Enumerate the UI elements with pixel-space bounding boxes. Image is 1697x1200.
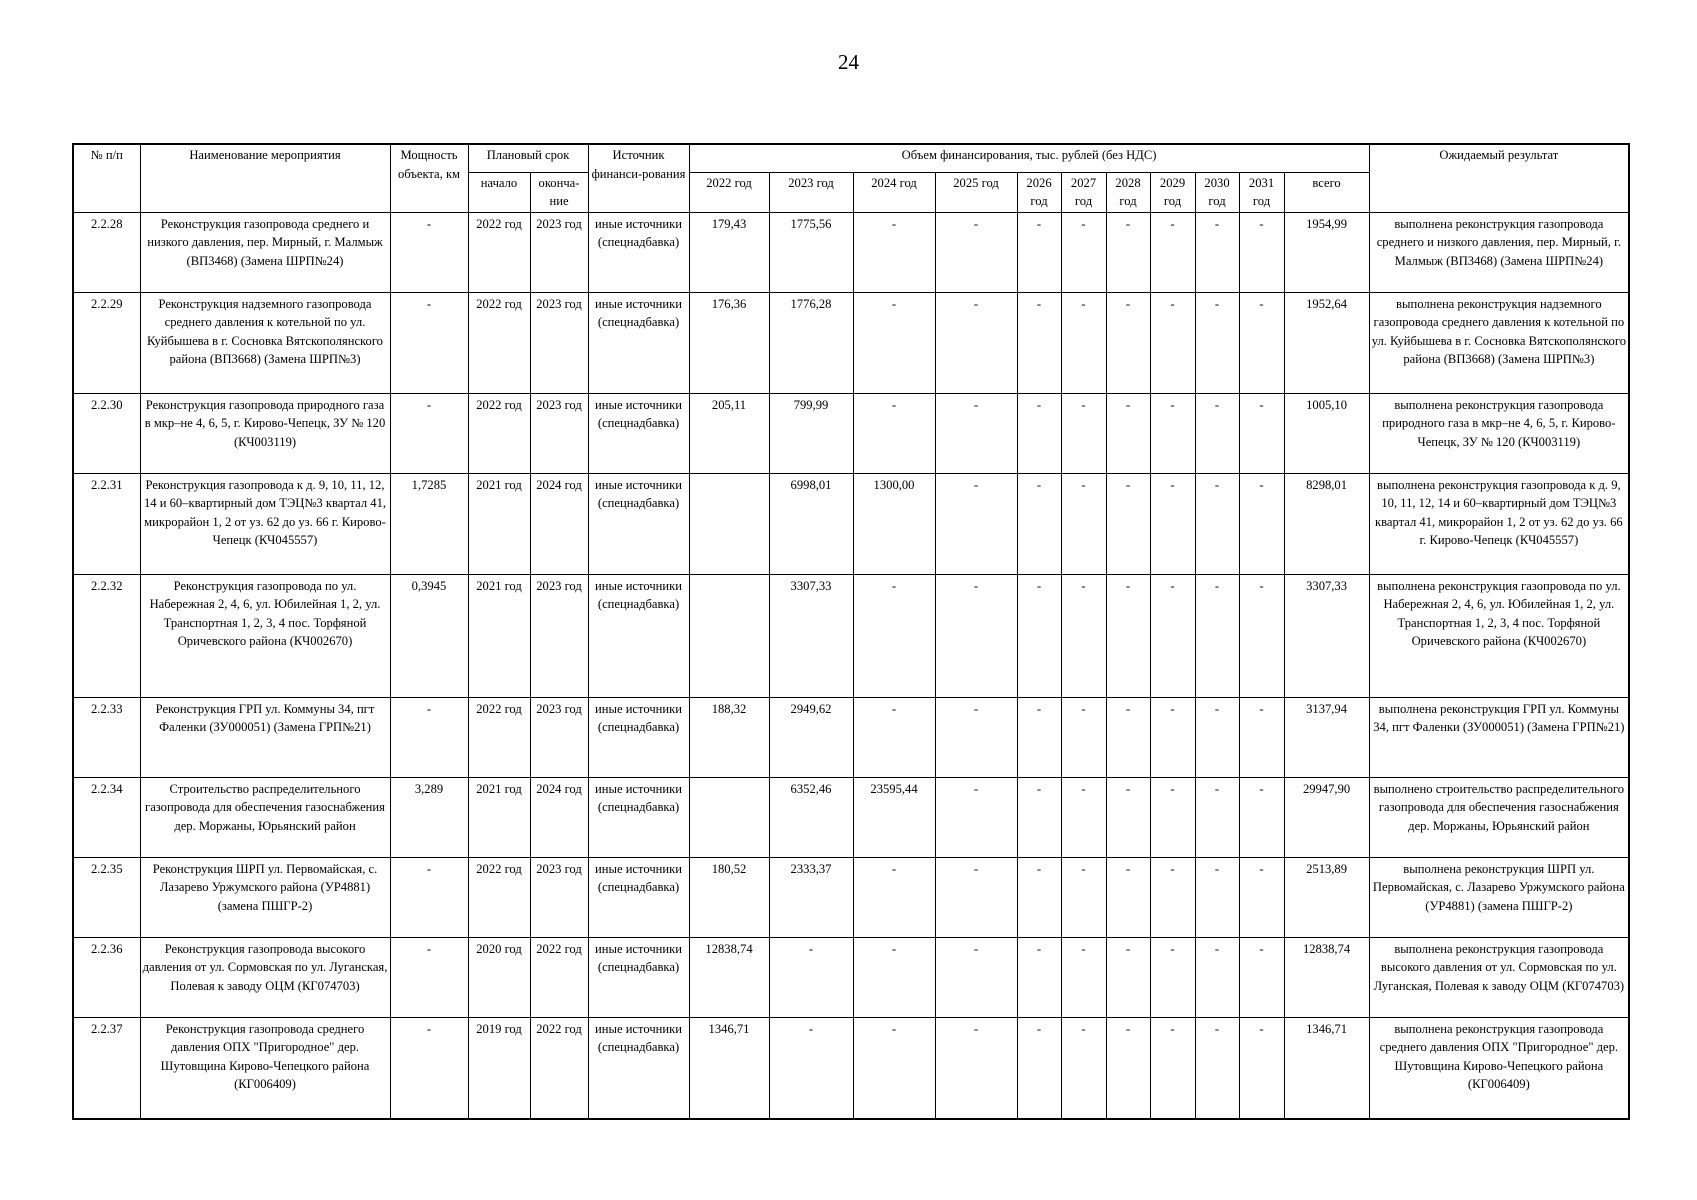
header-year: 2030 год bbox=[1195, 172, 1239, 212]
header-term: Плановый срок bbox=[468, 144, 588, 172]
row-capacity: - bbox=[390, 212, 468, 292]
row-year-value: 205,11 bbox=[689, 393, 769, 473]
row-year-value: - bbox=[1017, 393, 1061, 473]
row-number: 2.2.37 bbox=[73, 1017, 140, 1119]
header-num: № п/п bbox=[73, 144, 140, 212]
row-year-value: - bbox=[1106, 697, 1150, 777]
row-year-value: - bbox=[853, 212, 935, 292]
row-number: 2.2.36 bbox=[73, 937, 140, 1017]
row-name: Реконструкция ГРП ул. Коммуны 34, пгт Фаленки (ЗУ000051) (Замена ГРП№21) bbox=[140, 697, 390, 777]
row-name: Реконструкция газопровода высокого давления от ул. Сормовская по ул. Луганская, Полевая к заводу ОЦМ (КГ074703) bbox=[140, 937, 390, 1017]
row-name: Реконструкция газопровода среднего давления ОПХ "Пригородное" дер. Шутовщина Кирово-Чепецкого района (КГ006409) bbox=[140, 1017, 390, 1119]
row-name: Реконструкция газопровода природного газа в мкр–не 4, 6, 5, г. Кирово-Чепецк, ЗУ № 120 (КЧ003119) bbox=[140, 393, 390, 473]
row-number: 2.2.30 bbox=[73, 393, 140, 473]
row-year-value: 180,52 bbox=[689, 857, 769, 937]
table-row bbox=[73, 777, 1629, 857]
row-total: 1952,64 bbox=[1284, 292, 1369, 393]
row-year-value: - bbox=[935, 473, 1017, 574]
row-total: 12838,74 bbox=[1284, 937, 1369, 1017]
table-header bbox=[73, 144, 1629, 212]
row-result: выполнена реконструкция надземного газопровода среднего давления к котельной по ул. Куйбышева в г. Сосновка Вятскополянского района (ВП3668) (Замена ШРП№3) bbox=[1369, 292, 1629, 393]
row-source: иные источники (спецнадбавка) bbox=[588, 393, 689, 473]
row-year-value: - bbox=[1195, 937, 1239, 1017]
header-name: Наименование мероприятия bbox=[140, 144, 390, 212]
row-year-value: - bbox=[935, 1017, 1017, 1119]
row-end: 2023 год bbox=[530, 697, 588, 777]
row-number: 2.2.28 bbox=[73, 212, 140, 292]
row-year-value: - bbox=[1239, 697, 1284, 777]
row-year-value: - bbox=[1106, 574, 1150, 697]
header-year: 2029 год bbox=[1150, 172, 1195, 212]
row-year-value: - bbox=[853, 574, 935, 697]
row-end: 2023 год bbox=[530, 857, 588, 937]
row-year-value: - bbox=[1017, 212, 1061, 292]
row-start: 2021 год bbox=[468, 473, 530, 574]
row-end: 2022 год bbox=[530, 937, 588, 1017]
row-start: 2022 год bbox=[468, 697, 530, 777]
row-year-value: 188,32 bbox=[689, 697, 769, 777]
row-year-value: 1346,71 bbox=[689, 1017, 769, 1119]
row-year-value: - bbox=[853, 857, 935, 937]
row-capacity: - bbox=[390, 393, 468, 473]
row-year-value: - bbox=[1150, 777, 1195, 857]
row-year-value: - bbox=[1017, 777, 1061, 857]
row-year-value: - bbox=[1106, 937, 1150, 1017]
header-capacity: Мощность объекта, км bbox=[390, 144, 468, 212]
row-source: иные источники (спецнадбавка) bbox=[588, 574, 689, 697]
row-year-value: - bbox=[1195, 1017, 1239, 1119]
header-year: 2027 год bbox=[1061, 172, 1106, 212]
row-year-value: - bbox=[1061, 292, 1106, 393]
row-year-value: 6352,46 bbox=[769, 777, 853, 857]
row-year-value: - bbox=[1106, 777, 1150, 857]
row-number: 2.2.33 bbox=[73, 697, 140, 777]
row-year-value: 12838,74 bbox=[689, 937, 769, 1017]
table-row bbox=[73, 697, 1629, 777]
row-start: 2022 год bbox=[468, 393, 530, 473]
row-year-value: - bbox=[935, 937, 1017, 1017]
row-year-value: - bbox=[1195, 212, 1239, 292]
row-year-value: - bbox=[1150, 473, 1195, 574]
row-capacity: 1,7285 bbox=[390, 473, 468, 574]
row-year-value: - bbox=[935, 697, 1017, 777]
row-end: 2024 год bbox=[530, 473, 588, 574]
row-year-value: - bbox=[1017, 574, 1061, 697]
row-result: выполнена реконструкция газопровода к д. 9, 10, 11, 12, 14 и 60–квартирный дом ТЭЦ№3 квартал 41, микрорайон 1, 2 от уз. 62 до уз. 66 г. Кирово-Чепецк (КЧ045557) bbox=[1369, 473, 1629, 574]
row-end: 2022 год bbox=[530, 1017, 588, 1119]
row-year-value: - bbox=[935, 857, 1017, 937]
row-number: 2.2.34 bbox=[73, 777, 140, 857]
header-year: 2022 год bbox=[689, 172, 769, 212]
row-year-value: - bbox=[1195, 777, 1239, 857]
row-year-value: - bbox=[1239, 857, 1284, 937]
table-row bbox=[73, 212, 1629, 292]
row-year-value: - bbox=[853, 1017, 935, 1119]
row-number: 2.2.35 bbox=[73, 857, 140, 937]
row-start: 2019 год bbox=[468, 1017, 530, 1119]
row-year-value: - bbox=[935, 574, 1017, 697]
row-year-value: - bbox=[1150, 857, 1195, 937]
row-year-value: 799,99 bbox=[769, 393, 853, 473]
row-end: 2023 год bbox=[530, 574, 588, 697]
row-year-value: 176,36 bbox=[689, 292, 769, 393]
row-year-value: - bbox=[1017, 937, 1061, 1017]
header-funding: Объем финансирования, тыс. рублей (без НДС) bbox=[689, 144, 1369, 172]
row-start: 2022 год bbox=[468, 292, 530, 393]
header-result: Ожидаемый результат bbox=[1369, 144, 1629, 212]
row-year-value: - bbox=[1061, 777, 1106, 857]
row-year-value: - bbox=[1195, 393, 1239, 473]
header-year: 2023 год bbox=[769, 172, 853, 212]
table-row bbox=[73, 857, 1629, 937]
row-year-value: - bbox=[769, 1017, 853, 1119]
row-result: выполнена реконструкция ГРП ул. Коммуны 34, пгт Фаленки (ЗУ000051) (Замена ГРП№21) bbox=[1369, 697, 1629, 777]
header-year: 2025 год bbox=[935, 172, 1017, 212]
row-total: 1005,10 bbox=[1284, 393, 1369, 473]
row-year-value bbox=[689, 777, 769, 857]
row-source: иные источники (спецнадбавка) bbox=[588, 697, 689, 777]
row-name: Строительство распределительного газопровода для обеспечения газоснабжения дер. Моржаны, Юрьянский район bbox=[140, 777, 390, 857]
row-year-value: - bbox=[1061, 574, 1106, 697]
row-number: 2.2.29 bbox=[73, 292, 140, 393]
row-year-value: 23595,44 bbox=[853, 777, 935, 857]
row-year-value: 179,43 bbox=[689, 212, 769, 292]
row-year-value: - bbox=[1150, 937, 1195, 1017]
row-year-value: - bbox=[1195, 574, 1239, 697]
row-total: 3137,94 bbox=[1284, 697, 1369, 777]
row-year-value: - bbox=[1239, 473, 1284, 574]
row-year-value: - bbox=[1106, 473, 1150, 574]
row-year-value: - bbox=[1061, 212, 1106, 292]
row-year-value: - bbox=[1239, 777, 1284, 857]
row-name: Реконструкция надземного газопровода среднего давления к котельной по ул. Куйбышева в г. Сосновка Вятскополянского района (ВП3668) (Замена ШРП№3) bbox=[140, 292, 390, 393]
row-year-value: - bbox=[1150, 393, 1195, 473]
row-start: 2021 год bbox=[468, 574, 530, 697]
row-year-value: - bbox=[1239, 937, 1284, 1017]
row-capacity: - bbox=[390, 1017, 468, 1119]
row-end: 2024 год bbox=[530, 777, 588, 857]
row-total: 1346,71 bbox=[1284, 1017, 1369, 1119]
row-total: 8298,01 bbox=[1284, 473, 1369, 574]
funding-table bbox=[72, 143, 1630, 1120]
header-year: 2026 год bbox=[1017, 172, 1061, 212]
row-year-value: - bbox=[1061, 393, 1106, 473]
row-year-value: - bbox=[1017, 292, 1061, 393]
row-year-value: - bbox=[935, 292, 1017, 393]
row-source: иные источники (спецнадбавка) bbox=[588, 777, 689, 857]
table-row bbox=[73, 393, 1629, 473]
table-row bbox=[73, 292, 1629, 393]
row-result: выполнена реконструкция газопровода среднего давления ОПХ "Пригородное" дер. Шутовщина Кирово-Чепецкого района (КГ006409) bbox=[1369, 1017, 1629, 1119]
page-number: 24 bbox=[838, 50, 859, 74]
row-number: 2.2.31 bbox=[73, 473, 140, 574]
row-year-value: - bbox=[1195, 292, 1239, 393]
row-year-value: - bbox=[1061, 937, 1106, 1017]
row-year-value: - bbox=[853, 697, 935, 777]
row-capacity: 0,3945 bbox=[390, 574, 468, 697]
row-year-value: - bbox=[1239, 1017, 1284, 1119]
row-year-value: - bbox=[1150, 574, 1195, 697]
row-year-value: - bbox=[1239, 212, 1284, 292]
row-year-value: - bbox=[853, 937, 935, 1017]
row-year-value: - bbox=[1195, 857, 1239, 937]
row-year-value: - bbox=[1195, 697, 1239, 777]
row-result: выполнена реконструкция ШРП ул. Первомайская, с. Лазарево Уржумского района (УР4881) (замена ПШГР-2) bbox=[1369, 857, 1629, 937]
row-year-value: - bbox=[1061, 857, 1106, 937]
row-year-value: - bbox=[1150, 292, 1195, 393]
row-year-value: - bbox=[1017, 1017, 1061, 1119]
row-year-value: - bbox=[853, 393, 935, 473]
row-start: 2021 год bbox=[468, 777, 530, 857]
row-total: 3307,33 bbox=[1284, 574, 1369, 697]
row-year-value: - bbox=[1061, 1017, 1106, 1119]
row-end: 2023 год bbox=[530, 292, 588, 393]
row-year-value: - bbox=[769, 937, 853, 1017]
row-source: иные источники (спецнадбавка) bbox=[588, 212, 689, 292]
header-year: 2024 год bbox=[853, 172, 935, 212]
row-year-value: - bbox=[1239, 292, 1284, 393]
row-year-value: - bbox=[1106, 292, 1150, 393]
row-year-value: 3307,33 bbox=[769, 574, 853, 697]
row-year-value: - bbox=[1150, 697, 1195, 777]
row-name: Реконструкция газопровода среднего и низкого давления, пер. Мирный, г. Малмыж (ВП3468) (Замена ШРП№24) bbox=[140, 212, 390, 292]
row-start: 2020 год bbox=[468, 937, 530, 1017]
row-year-value: - bbox=[1150, 1017, 1195, 1119]
row-year-value: 1775,56 bbox=[769, 212, 853, 292]
row-year-value: - bbox=[1017, 697, 1061, 777]
header-year: 2031 год bbox=[1239, 172, 1284, 212]
row-source: иные источники (спецнадбавка) bbox=[588, 1017, 689, 1119]
table-row bbox=[73, 937, 1629, 1017]
row-total: 1954,99 bbox=[1284, 212, 1369, 292]
row-year-value: - bbox=[1106, 393, 1150, 473]
row-year-value: - bbox=[1106, 857, 1150, 937]
row-year-value: 1776,28 bbox=[769, 292, 853, 393]
row-result: выполнена реконструкция газопровода по ул. Набережная 2, 4, 6, ул. Юбилейная 1, 2, ул. Транспортная 1, 2, 3, 4 пос. Торфяной Оричевского района (КЧ002670) bbox=[1369, 574, 1629, 697]
row-capacity: - bbox=[390, 697, 468, 777]
row-year-value: - bbox=[935, 393, 1017, 473]
header-term-end: оконча-ние bbox=[530, 172, 588, 212]
row-year-value: - bbox=[935, 777, 1017, 857]
row-capacity: 3,289 bbox=[390, 777, 468, 857]
row-source: иные источники (спецнадбавка) bbox=[588, 473, 689, 574]
row-capacity: - bbox=[390, 857, 468, 937]
row-year-value: - bbox=[1017, 857, 1061, 937]
row-name: Реконструкция газопровода по ул. Набережная 2, 4, 6, ул. Юбилейная 1, 2, ул. Транспортная 1, 2, 3, 4 пос. Торфяной Оричевского района (КЧ002670) bbox=[140, 574, 390, 697]
row-year-value: 2949,62 bbox=[769, 697, 853, 777]
row-result: выполнена реконструкция газопровода среднего и низкого давления, пер. Мирный, г. Малмыж (ВП3468) (Замена ШРП№24) bbox=[1369, 212, 1629, 292]
row-source: иные источники (спецнадбавка) bbox=[588, 292, 689, 393]
row-year-value: 6998,01 bbox=[769, 473, 853, 574]
row-start: 2022 год bbox=[468, 857, 530, 937]
row-result: выполнена реконструкция газопровода высокого давления от ул. Сормовская по ул. Луганская, Полевая к заводу ОЦМ (КГ074703) bbox=[1369, 937, 1629, 1017]
table-row bbox=[73, 473, 1629, 574]
row-capacity: - bbox=[390, 937, 468, 1017]
row-year-value: - bbox=[1195, 473, 1239, 574]
row-source: иные источники (спецнадбавка) bbox=[588, 857, 689, 937]
row-year-value: - bbox=[1150, 212, 1195, 292]
table-row bbox=[73, 1017, 1629, 1119]
row-end: 2023 год bbox=[530, 212, 588, 292]
row-year-value: - bbox=[1017, 473, 1061, 574]
row-source: иные источники (спецнадбавка) bbox=[588, 937, 689, 1017]
row-total: 29947,90 bbox=[1284, 777, 1369, 857]
table-row bbox=[73, 574, 1629, 697]
row-year-value: - bbox=[1106, 1017, 1150, 1119]
row-start: 2022 год bbox=[468, 212, 530, 292]
row-year-value: - bbox=[1106, 212, 1150, 292]
row-year-value: - bbox=[1239, 574, 1284, 697]
row-number: 2.2.32 bbox=[73, 574, 140, 697]
header-source: Источник финанси-рования bbox=[588, 144, 689, 212]
row-year-value: - bbox=[1061, 473, 1106, 574]
row-end: 2023 год bbox=[530, 393, 588, 473]
row-capacity: - bbox=[390, 292, 468, 393]
row-total: 2513,89 bbox=[1284, 857, 1369, 937]
header-term-start: начало bbox=[468, 172, 530, 212]
header-total: всего bbox=[1284, 172, 1369, 212]
row-name: Реконструкция газопровода к д. 9, 10, 11, 12, 14 и 60–квартирный дом ТЭЦ№3 квартал 41, микрорайон 1, 2 от уз. 62 до уз. 66 г. Кирово-Чепецк (КЧ045557) bbox=[140, 473, 390, 574]
row-year-value: 2333,37 bbox=[769, 857, 853, 937]
row-year-value: - bbox=[853, 292, 935, 393]
row-result: выполнено строительство распределительного газопровода для обеспечения газоснабжения дер. Моржаны, Юрьянский район bbox=[1369, 777, 1629, 857]
row-year-value bbox=[689, 473, 769, 574]
row-year-value: - bbox=[1061, 697, 1106, 777]
row-year-value bbox=[689, 574, 769, 697]
row-name: Реконструкция ШРП ул. Первомайская, с. Лазарево Уржумского района (УР4881) (замена ПШГР-2) bbox=[140, 857, 390, 937]
header-year: 2028 год bbox=[1106, 172, 1150, 212]
row-year-value: 1300,00 bbox=[853, 473, 935, 574]
row-result: выполнена реконструкция газопровода природного газа в мкр–не 4, 6, 5, г. Кирово-Чепецк, ЗУ № 120 (КЧ003119) bbox=[1369, 393, 1629, 473]
table-body bbox=[73, 212, 1629, 1119]
row-year-value: - bbox=[1239, 393, 1284, 473]
row-year-value: - bbox=[935, 212, 1017, 292]
